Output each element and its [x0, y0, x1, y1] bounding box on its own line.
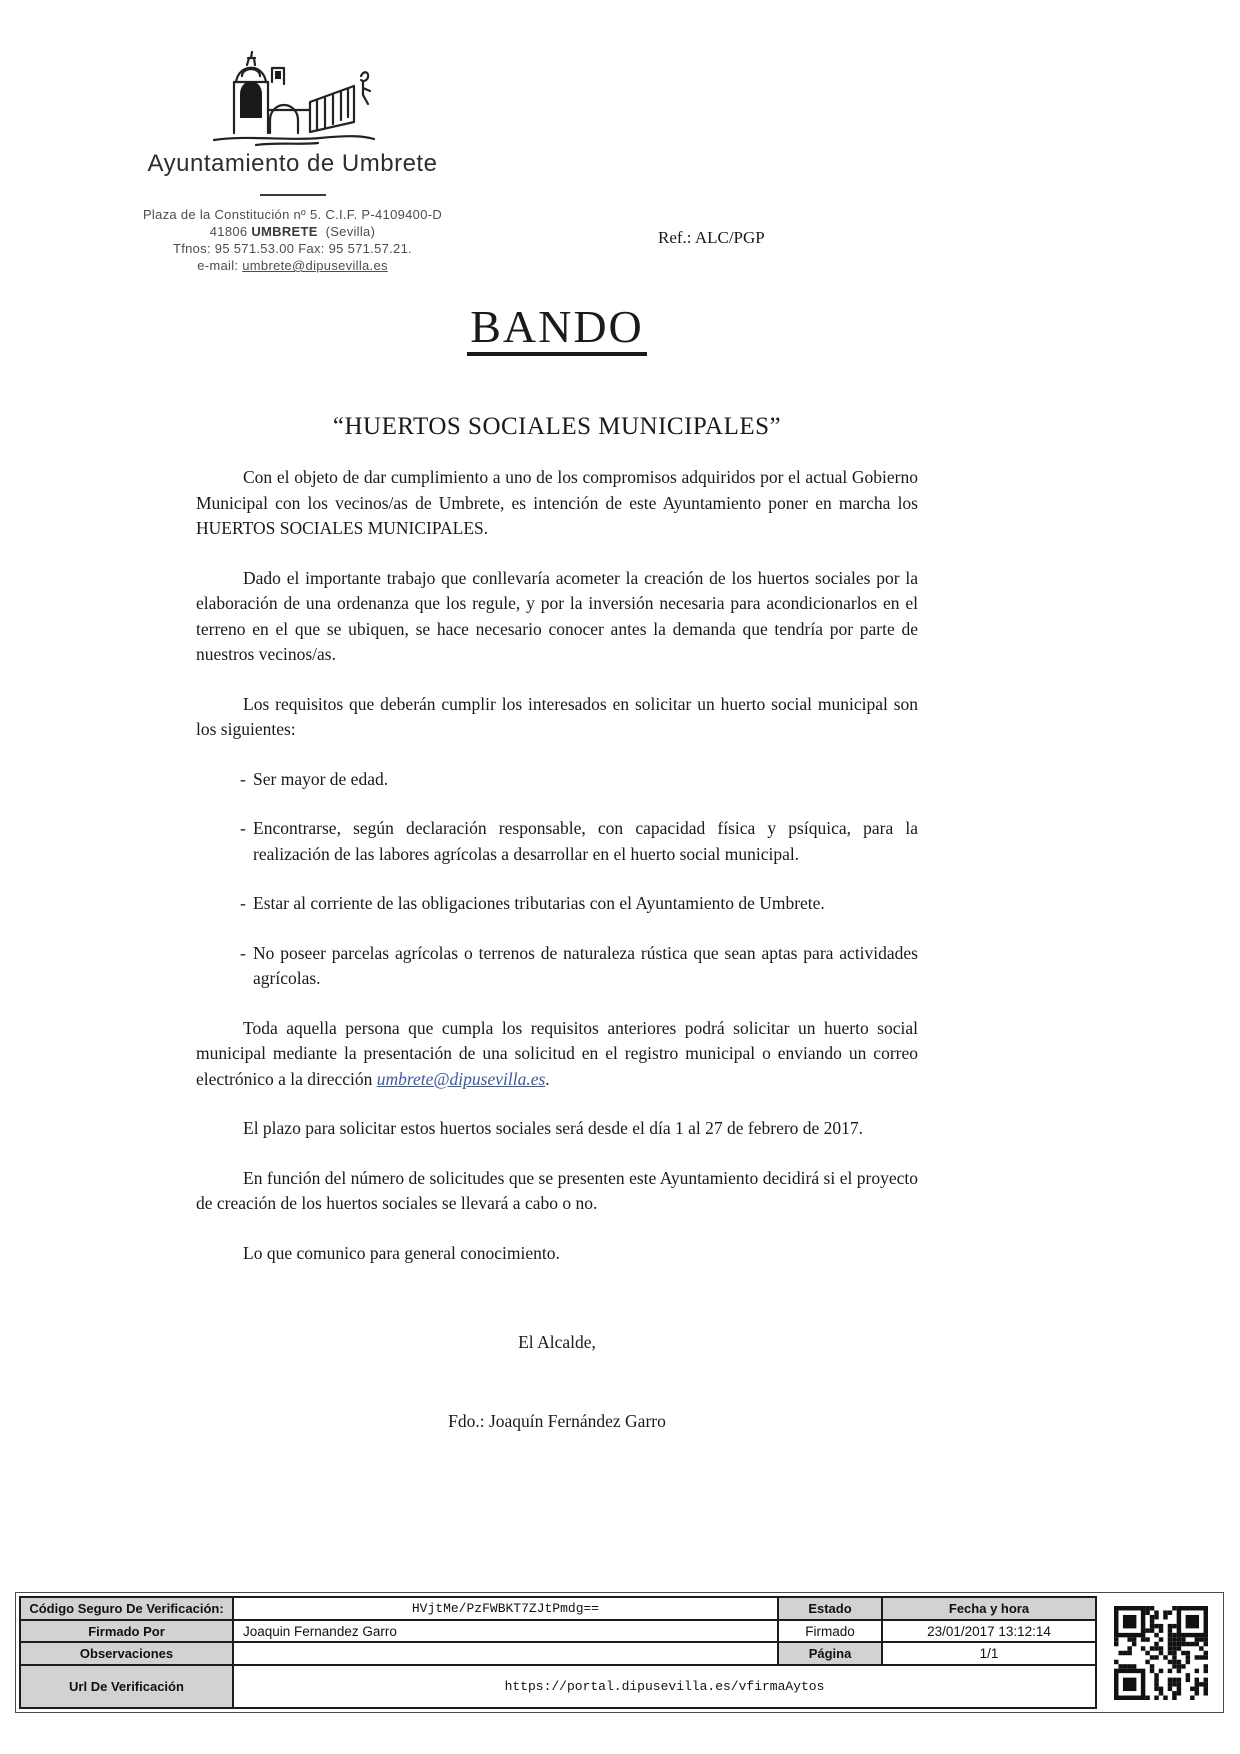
paragraph-comunico: Lo que comunico para general conocimiento.	[243, 1242, 560, 1263]
paragraph-trabajo: Dado el importante trabajo que conllevaría acometer la creación de los huertos sociales por la elaboración de una ordenanza que los regule, y por la inversión necesaria para acondicionarlos en el terreno en el que se ubiquen, se hace necesario conocer antes la demanda que tendría por parte de nuestros vecinos/as.	[196, 567, 918, 665]
observaciones-label: Observaciones	[20, 1642, 233, 1665]
paragraph-requisitos: Los requisitos que deberán cumplir los interesados en solicitar un huerto social municipal son los siguientes:	[196, 693, 918, 740]
address-line-city: 41806 UMBRETE (Sevilla)	[209, 224, 376, 239]
csv-label: Código Seguro De Verificación:	[20, 1597, 233, 1620]
org-name: Ayuntamiento de Umbrete	[147, 150, 438, 177]
address-block	[125, 206, 460, 274]
signature-name: Fdo.: Joaquín Fernández Garro	[448, 1411, 666, 1432]
paragraph-intro: Con el objeto de dar cumplimiento a uno de los compromisos adquiridos por el actual Gobierno Municipal con los vecinos/as de Umbrete, es intención de este Ayuntamiento poner en marcha los HUERTOS SOCIALES MUNICIPALES.	[196, 467, 918, 539]
reference-label: Ref.: ALC/PGP	[658, 228, 765, 247]
page-subtitle: “HUERTOS SOCIALES MUNICIPALES”	[332, 413, 782, 441]
fecha-value: 23/01/2017 13:12:14	[882, 1620, 1096, 1642]
town-sketch-logo-icon	[198, 48, 388, 148]
address-line-email: e-mail: umbrete@dipusevilla.es	[197, 258, 388, 273]
header-email-link[interactable]: umbrete@dipusevilla.es	[242, 258, 388, 273]
verification-table	[19, 1596, 1097, 1709]
csv-value: HVjtMe/PzFWBKT7ZJtPmdg==	[233, 1597, 778, 1620]
fecha-header: Fecha y hora	[882, 1597, 1096, 1620]
page-title: BANDO	[196, 303, 918, 356]
url-label: Url De Verificación	[20, 1665, 233, 1708]
body-email-link[interactable]: umbrete@dipusevilla.es	[376, 1068, 546, 1089]
qr-code	[1114, 1606, 1208, 1700]
estado-header: Estado	[778, 1597, 882, 1620]
firmado-por-value: Joaquin Fernandez Garro	[233, 1620, 778, 1642]
requirements-list	[240, 767, 918, 992]
requirement-item: - Ser mayor de edad.	[240, 767, 918, 793]
header-divider	[260, 194, 326, 196]
verification-footer	[15, 1592, 1224, 1713]
requirement-item: - No poseer parcelas agrícolas o terrenos de naturaleza rústica que sean aptas para actividades agrícolas.	[240, 941, 918, 992]
signature-role: El Alcalde,	[518, 1332, 596, 1353]
firmado-por-label: Firmado Por	[20, 1620, 233, 1642]
paragraph-plazo: El plazo para solicitar estos huertos sociales será desde el día 1 al 27 de febrero de 2017.	[243, 1118, 864, 1139]
letter-body	[196, 303, 918, 1432]
address-line-phone: Tfnos: 95 571.53.00 Fax: 95 571.57.21.	[172, 241, 413, 256]
url-value: https://portal.dipusevilla.es/vfirmaAytos	[233, 1665, 1096, 1708]
address-line-street: Plaza de la Constitución nº 5. C.I.F. P-4109400-D	[142, 207, 443, 222]
requirement-item: - Encontrarse, según declaración responsable, con capacidad física y psíquica, para la realización de las labores agrícolas a desarrollar en el huerto social municipal.	[240, 816, 918, 867]
pagina-header: Página	[778, 1642, 882, 1665]
paragraph-solicitud: Toda aquella persona que cumpla los requisitos anteriores podrá solicitar un huerto social municipal mediante la presentación de una solicitud en el registro municipal o enviando un correo electrónico a la dirección umbrete@dipusevilla.es.	[196, 1017, 918, 1089]
pagina-value: 1/1	[882, 1642, 1096, 1665]
estado-value: Firmado	[778, 1620, 882, 1642]
paragraph-decision: En función del número de solicitudes que se presenten este Ayuntamiento decidirá si el proyecto de creación de los huertos sociales se llevará a cabo o no.	[196, 1167, 918, 1214]
requirement-item: - Estar al corriente de las obligaciones tributarias con el Ayuntamiento de Umbrete.	[240, 891, 918, 917]
header-logo-block	[125, 48, 460, 274]
observaciones-value	[233, 1642, 778, 1665]
address-city-name: UMBRETE	[251, 224, 318, 239]
